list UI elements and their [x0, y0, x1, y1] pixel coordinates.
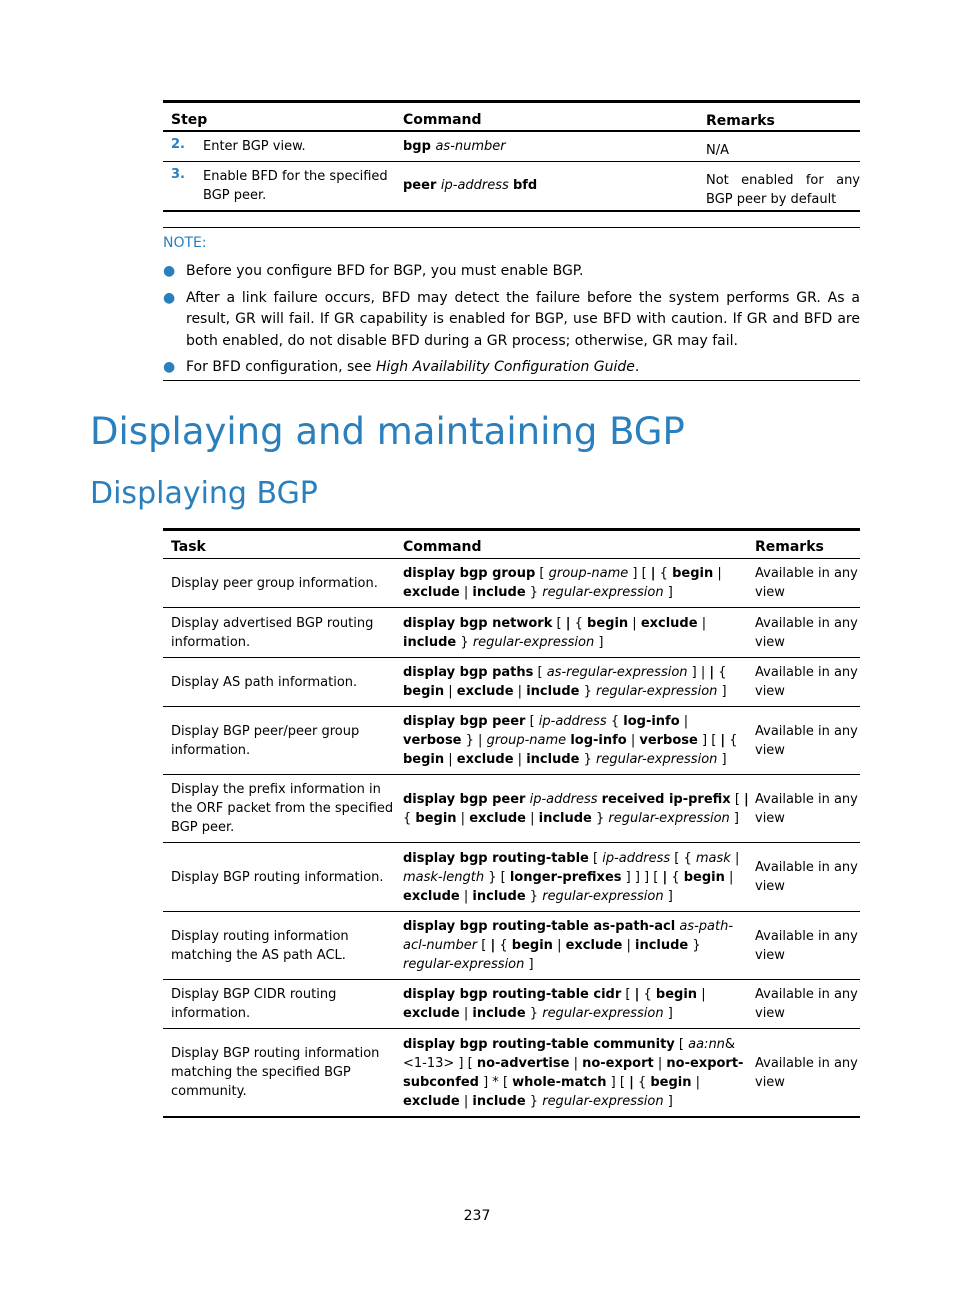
task-table [163, 528, 860, 1118]
page-number: 237 [463, 1208, 491, 1224]
table-row [163, 843, 860, 912]
command-cell: display bgp routing-table [ ip-address [ { mask | mask-length } [ longer-prefixes ] ] ] [ | { begin | exclude | include } regular-expression ] [403, 850, 740, 904]
task-cell: Display AS path information. [171, 674, 358, 690]
table-row [163, 980, 860, 1029]
section-heading: Displaying and maintaining BGP [90, 410, 685, 453]
command-cell: display bgp routing-table cidr [ | { begin | exclude | include } regular-expression ] [403, 987, 706, 1021]
step-command: peer ip-address bfd [403, 178, 538, 193]
note-divider-top [163, 227, 860, 228]
task-cell: Display peer group information. [171, 575, 378, 591]
note-divider-bottom [163, 380, 860, 381]
step-text: Enter BGP view. [203, 139, 306, 154]
bullet-icon: ● [163, 263, 176, 279]
step-row [163, 132, 860, 162]
bullet-icon: ● [163, 289, 176, 306]
task-cell: Display the prefix information in the ORF packet from the specified BGP peer. [171, 782, 394, 835]
table-row [163, 1029, 860, 1118]
remarks-cell: Available in any view [755, 566, 858, 600]
bullet-icon: ● [163, 359, 176, 375]
table-row [163, 608, 860, 658]
remarks-cell: Available in any view [755, 791, 858, 826]
task-cell: Display routing information matching the AS path ACL. [171, 928, 349, 963]
remarks-cell: Available in any view [755, 665, 858, 699]
remarks-cell: Available in any view [755, 987, 858, 1021]
header-command: Command [403, 539, 482, 555]
step-number: 2. [171, 137, 185, 152]
command-cell: display bgp peer [ ip-address { log-info | verbose } | group-name log-info | verbose ] [ | { begin | exclude | include } regular-expression ] [403, 714, 738, 767]
header-task: Task [171, 539, 206, 555]
remarks-cell: Available in any view [755, 860, 858, 894]
note-item: ● After a link failure occurs, BFD may detect the failure before the system performs GR. As a result, GR will fail. If GR capability is enabled for BGP, use BFD with caution. If GR and BFD are both enabled, do not disable BFD during a GR process; otherwise, GR may fail. [163, 289, 860, 349]
header-remarks: Remarks [755, 539, 824, 555]
task-cell: Display BGP CIDR routing information. [171, 987, 337, 1021]
step-remarks: Not enabled for any BGP peer by default [706, 173, 860, 207]
task-cell: Display BGP routing information matching the specified BGP community. [171, 1046, 380, 1099]
subsection-heading: Displaying BGP [90, 476, 318, 511]
table-row [163, 775, 860, 843]
table-row [163, 912, 860, 980]
note-item: ● Before you configure BFD for BGP, you must enable BGP. [163, 261, 860, 283]
step-text: Enable BFD for the specified BGP peer. [203, 169, 388, 203]
task-cell: Display advertised BGP routing information. [171, 615, 374, 650]
note-item: ● For BFD configuration, see High Availability Configuration Guide. [163, 357, 860, 379]
note-label: NOTE: [163, 235, 207, 251]
header-command: Command [403, 112, 482, 128]
command-cell: display bgp network [ | { begin | exclude | include } regular-expression ] [403, 615, 707, 650]
remarks-cell: Available in any view [755, 928, 858, 963]
remarks-cell: Available in any view [755, 723, 858, 758]
remarks-cell: Available in any view [755, 615, 858, 650]
header-step: Step [171, 112, 208, 128]
header-remarks: Remarks [706, 113, 775, 129]
table-row [163, 559, 860, 608]
step-command: bgp as-number [403, 139, 506, 154]
command-cell: display bgp paths [ as-regular-expression ] | | { begin | exclude | include } regular-expression ] [403, 665, 727, 699]
step-table [163, 100, 860, 212]
command-cell: display bgp peer ip-address received ip-prefix [ | { begin | exclude | include } regular-expression ] [403, 791, 749, 826]
note-list [163, 261, 860, 384]
remarks-cell: Available in any view [755, 1055, 858, 1090]
task-cell: Display BGP peer/peer group information. [171, 723, 360, 758]
table-row [163, 707, 860, 775]
step-number: 3. [171, 167, 185, 182]
table-row [163, 658, 860, 707]
step-remarks: N/A [706, 143, 729, 158]
step-table-header [163, 103, 860, 132]
step-row [163, 162, 860, 212]
task-table-header [163, 531, 860, 559]
command-cell: display bgp routing-table as-path-acl as-path-acl-number [ | { begin | exclude | include } regular-expression ] [403, 919, 734, 972]
command-cell: display bgp group [ group-name ] [ | { begin | exclude | include } regular-expression ] [403, 566, 722, 600]
task-cell: Display BGP routing information. [171, 869, 384, 885]
command-cell: display bgp routing-table community [ aa:nn&<1-13> ] [ no-advertise | no-export | no-export-subconfed ] * [ whole-match ] [ | { begin | exclude | include } regular-expression ] [403, 1036, 744, 1109]
